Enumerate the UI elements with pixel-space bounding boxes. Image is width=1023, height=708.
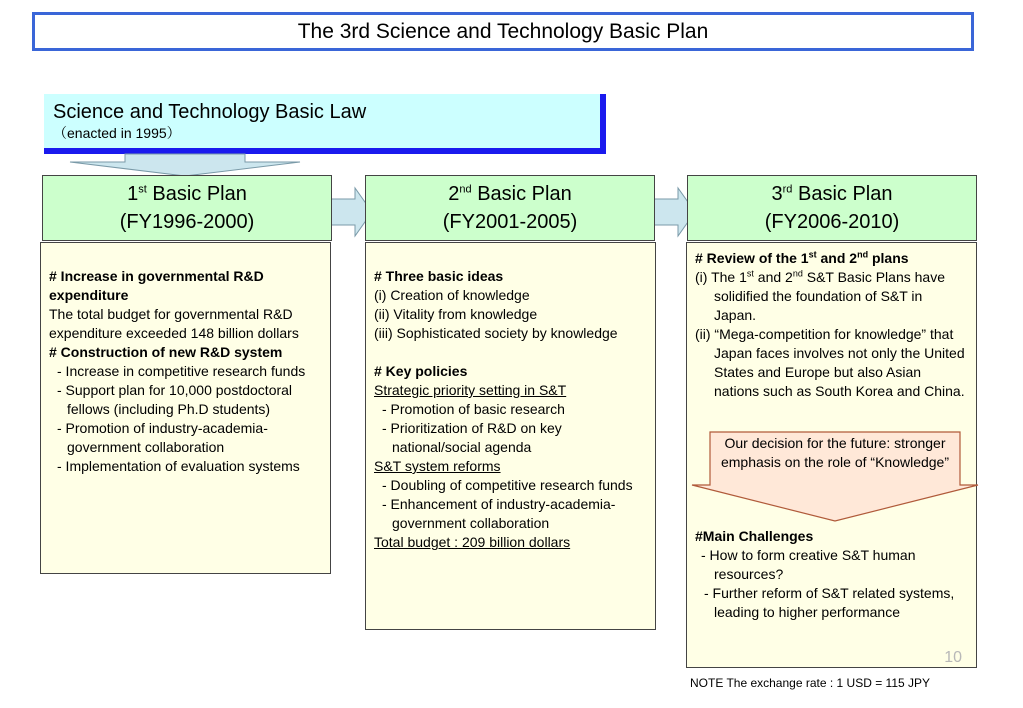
list-item: - Implementation of evaluation systems: [57, 458, 300, 474]
plan-3-header: [687, 175, 977, 241]
list-item: (i) The 1st and 2nd S&T Basic Plans have solidified the foundation of S&T in Japan.: [695, 268, 945, 323]
plan-2-heading-2: # Key policies: [374, 363, 468, 379]
plan-1-suffix: st: [138, 183, 147, 196]
list-item: - Promotion of industry-academia-government collaboration: [57, 420, 268, 455]
plan-2-suffix: nd: [459, 183, 472, 196]
plan-3-period: (FY2006-2010): [764, 211, 900, 233]
plan-3-suffix: rd: [782, 183, 793, 196]
list-item: - Increase in competitive research funds: [57, 363, 306, 379]
plan-1-body: [40, 242, 331, 574]
plan-2-ordinal: 2: [448, 183, 460, 205]
list-item: - Promotion of basic research: [382, 401, 565, 417]
plan-2-heading-1: # Three basic ideas: [374, 268, 504, 284]
plan-2-subheading-1: Strategic priority setting in S&T: [374, 382, 567, 398]
plan-2-total-budget: Total budget : 209 billion dollars: [374, 534, 571, 550]
plan-2-header: [365, 175, 655, 241]
basic-law-subtitle: （enacted in 1995）: [53, 125, 181, 141]
plan-3-review-heading: # Review of the 1st and 2nd plans: [695, 249, 909, 266]
list-item: - Doubling of competitive research funds: [382, 477, 633, 493]
plan-1-text-1: The total budget for governmental R&D expenditure exceeded 148 billion dollars: [49, 306, 299, 341]
plan-1-heading-2: # Construction of new R&D system: [49, 344, 283, 360]
decision-text: Our decision for the future: stronger emphasis on the role of “Knowledge”: [720, 435, 950, 470]
plan-2-body: [365, 242, 656, 630]
list-item: - Enhancement of industry-academia-government collaboration: [382, 496, 616, 531]
list-item: (iii) Sophisticated society by knowledge: [374, 325, 618, 341]
list-item: (i) Creation of knowledge: [374, 287, 530, 303]
plan-1-header: [42, 175, 332, 241]
plan-3-name: Basic Plan: [797, 183, 893, 205]
plan-3-ordinal: 3: [771, 183, 783, 205]
down-arrow: [70, 154, 300, 176]
list-item: (ii) Vitality from knowledge: [374, 306, 538, 322]
list-item: (ii) “Mega-competition for knowledge” that Japan faces involves not only the United States and Europe but also Asian nations such as South Korea and China.: [695, 326, 965, 399]
page-number: 10: [944, 649, 962, 666]
list-item: - Prioritization of R&D on key national/social agenda: [382, 420, 562, 455]
list-item: - Support plan for 10,000 postdoctoral fellows (including Ph.D students): [57, 382, 293, 417]
exchange-rate-note: NOTE The exchange rate : 1 USD = 115 JPY: [690, 676, 931, 690]
plan-1-period: (FY1996-2000): [119, 211, 255, 233]
plan-2-subheading-2: S&T system reforms: [374, 458, 501, 474]
list-item: - Further reform of S&T related systems, leading to higher performance: [704, 585, 955, 620]
plan-1-ordinal: 1: [127, 183, 139, 205]
plan-3-challenges-heading: #Main Challenges: [695, 528, 814, 544]
slide-title-text: The 3rd Science and Technology Basic Plan: [297, 19, 709, 43]
plan-2-name: Basic Plan: [477, 183, 572, 205]
plan-1-name: Basic Plan: [152, 183, 247, 205]
basic-law-title: Science and Technology Basic Law: [53, 101, 367, 123]
plan-2-period: (FY2001-2005): [442, 211, 578, 233]
list-item: - How to form creative S&T human resources?: [701, 547, 916, 582]
plan-1-heading-1: # Increase in governmental R&D expenditure: [49, 268, 264, 303]
